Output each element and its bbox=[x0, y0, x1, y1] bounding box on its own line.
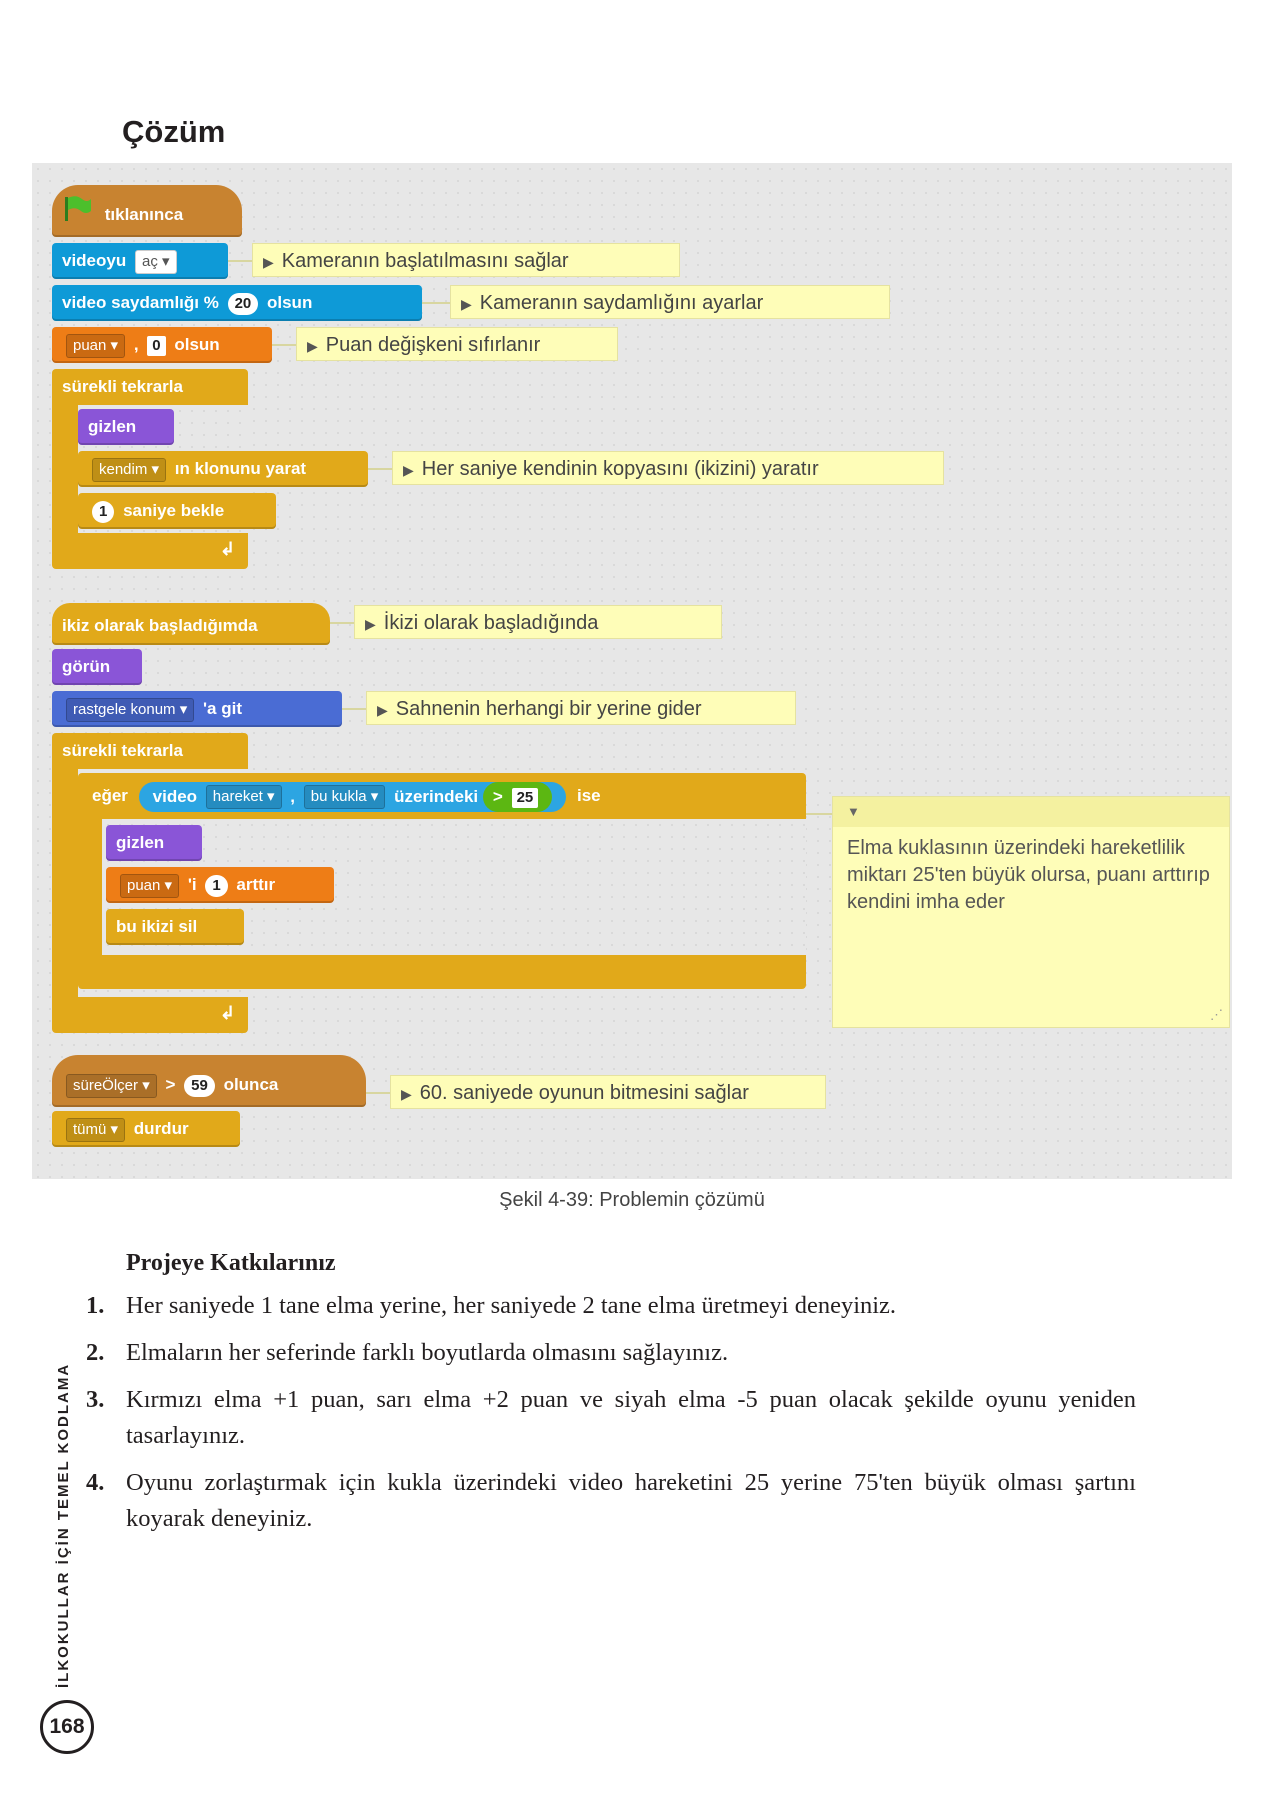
change-variable-block[interactable] bbox=[106, 867, 334, 903]
value-input[interactable]: 0 bbox=[147, 336, 165, 356]
greater-than-operator[interactable]: > 25 bbox=[483, 782, 552, 812]
comment-text: Elma kuklasının üzerindeki hareketlilik miktarı 25'ten büyük olursa, puanı arttırıp kendini imha eder bbox=[847, 837, 1210, 913]
page-number: 168 bbox=[40, 1700, 94, 1754]
sensor-dropdown[interactable]: süreÖlçer ▾ bbox=[66, 1074, 157, 1098]
video-state-dropdown[interactable]: aç ▾ bbox=[135, 250, 177, 274]
hide-block[interactable]: gizlen bbox=[106, 825, 202, 861]
if-label: eğer bbox=[92, 786, 128, 805]
forever-label: sürekli tekrarla bbox=[62, 377, 183, 396]
video-attribute-dropdown[interactable]: hareket ▾ bbox=[206, 785, 282, 809]
scratch-script-area bbox=[32, 163, 1232, 1179]
block-label: video saydamlığı % bbox=[62, 293, 219, 312]
video-on-block[interactable] bbox=[52, 243, 228, 279]
video-transparency-block[interactable] bbox=[52, 285, 422, 321]
show-block[interactable]: görün bbox=[52, 649, 142, 685]
threshold-input[interactable]: 25 bbox=[512, 788, 539, 808]
green-flag-icon bbox=[62, 186, 92, 246]
when-start-as-clone-block[interactable]: ikiz olarak başladığımda bbox=[52, 603, 330, 645]
comment-transparency[interactable]: ▶ Kameranın saydamlığını ayarlar bbox=[450, 285, 890, 319]
block-label: 'a git bbox=[203, 699, 242, 718]
video-sensing-reporter[interactable]: video hareket ▾ , bu kukla ▾ üzerindeki > 25 bbox=[139, 782, 567, 812]
when-timer-greater-block[interactable] bbox=[52, 1055, 366, 1107]
create-clone-block[interactable] bbox=[78, 451, 368, 487]
comment-collapse-icon[interactable]: ▼ bbox=[833, 797, 1229, 827]
block-label: durdur bbox=[133, 1119, 189, 1138]
set-variable-block[interactable] bbox=[52, 327, 272, 363]
comment-if-motion[interactable] bbox=[832, 796, 1230, 1028]
clone-target-dropdown[interactable]: kendim ▾ bbox=[92, 458, 166, 482]
task-list bbox=[86, 1288, 1136, 1548]
list-item: 3. Kırmızı elma +1 puan, sarı elma +2 puan ve siyah elma -5 puan olacak şekilde oyunu yeniden tasarlayınız. bbox=[86, 1386, 1136, 1449]
stop-block[interactable] bbox=[52, 1111, 240, 1147]
comment-goto-random[interactable]: ▶ Sahnenin herhangi bir yerine gider bbox=[366, 691, 796, 725]
block-label: olsun bbox=[267, 293, 313, 312]
figure-caption: Şekil 4-39: Problemin çözümü bbox=[499, 1189, 765, 1211]
hat-label: tıklanınca bbox=[104, 205, 184, 224]
block-label: olsun bbox=[174, 335, 220, 354]
variable-dropdown[interactable]: puan ▾ bbox=[66, 334, 125, 358]
block-label: saniye bekle bbox=[123, 501, 225, 520]
comment-game-end[interactable]: ▶ 60. saniyede oyunun bitmesini sağlar bbox=[390, 1075, 826, 1109]
operator-label: > bbox=[165, 1075, 176, 1094]
then-label: ise bbox=[576, 786, 601, 805]
comment-reset-score[interactable]: ▶ Puan değişkeni sıfırlanır bbox=[296, 327, 618, 361]
list-item: 2. Elmaların her seferinde farklı boyutlarda olmasını sağlayınız. bbox=[86, 1339, 729, 1366]
block-label: videoyu bbox=[62, 251, 127, 270]
timer-threshold-input[interactable]: 59 bbox=[184, 1075, 215, 1097]
section-heading: Çözüm bbox=[122, 114, 226, 149]
goto-target-dropdown[interactable]: rastgele konum ▾ bbox=[66, 698, 194, 722]
comment-camera-start[interactable]: ▶ Kameranın başlatılmasını sağlar bbox=[252, 243, 680, 277]
if-condition-row bbox=[92, 779, 601, 813]
comment-clone[interactable]: ▶ Her saniye kendinin kopyasını (ikizini) yaratır bbox=[392, 451, 944, 485]
when-flag-clicked-block[interactable] bbox=[52, 185, 242, 237]
list-item: 1. Her saniyede 1 tane elma yerine, her saniyede 2 tane elma üretmeyi deneyiniz. bbox=[86, 1292, 897, 1319]
loop-arrow-icon: ↲ bbox=[220, 539, 236, 559]
list-item: 4. Oyunu zorlaştırmak için kukla üzerindeki video hareketini 25 yerine 75'ten büyük olması şartını koyarak deneyiniz. bbox=[86, 1469, 1136, 1532]
stop-option-dropdown[interactable]: tümü ▾ bbox=[66, 1118, 125, 1142]
wait-block[interactable] bbox=[78, 493, 276, 529]
block-label: ın klonunu yarat bbox=[174, 459, 307, 478]
forever-label: sürekli tekrarla bbox=[62, 741, 183, 760]
transparency-input[interactable]: 20 bbox=[228, 293, 259, 315]
resize-grip-icon[interactable]: ⋰ bbox=[1210, 1007, 1223, 1022]
variable-dropdown[interactable]: puan ▾ bbox=[120, 874, 179, 898]
separator: , bbox=[133, 335, 139, 354]
book-title-sidebar: İLKOKULLAR İÇİN TEMEL KODLAMA bbox=[55, 1362, 72, 1688]
delete-clone-block[interactable]: bu ikizi sil bbox=[106, 909, 244, 945]
block-label: arttır bbox=[236, 875, 276, 894]
wait-seconds-input[interactable]: 1 bbox=[92, 501, 114, 523]
video-target-dropdown[interactable]: bu kukla ▾ bbox=[304, 785, 386, 809]
comment-clone-start[interactable]: ▶ İkizi olarak başladığında bbox=[354, 605, 722, 639]
change-amount-input[interactable]: 1 bbox=[205, 875, 227, 897]
block-label: olunca bbox=[223, 1075, 279, 1094]
subheading: Projeye Katkılarınız bbox=[126, 1250, 336, 1276]
hide-block[interactable]: gizlen bbox=[78, 409, 174, 445]
go-to-block[interactable] bbox=[52, 691, 342, 727]
loop-arrow-icon: ↲ bbox=[220, 1003, 236, 1023]
block-label: 'i bbox=[187, 875, 197, 894]
